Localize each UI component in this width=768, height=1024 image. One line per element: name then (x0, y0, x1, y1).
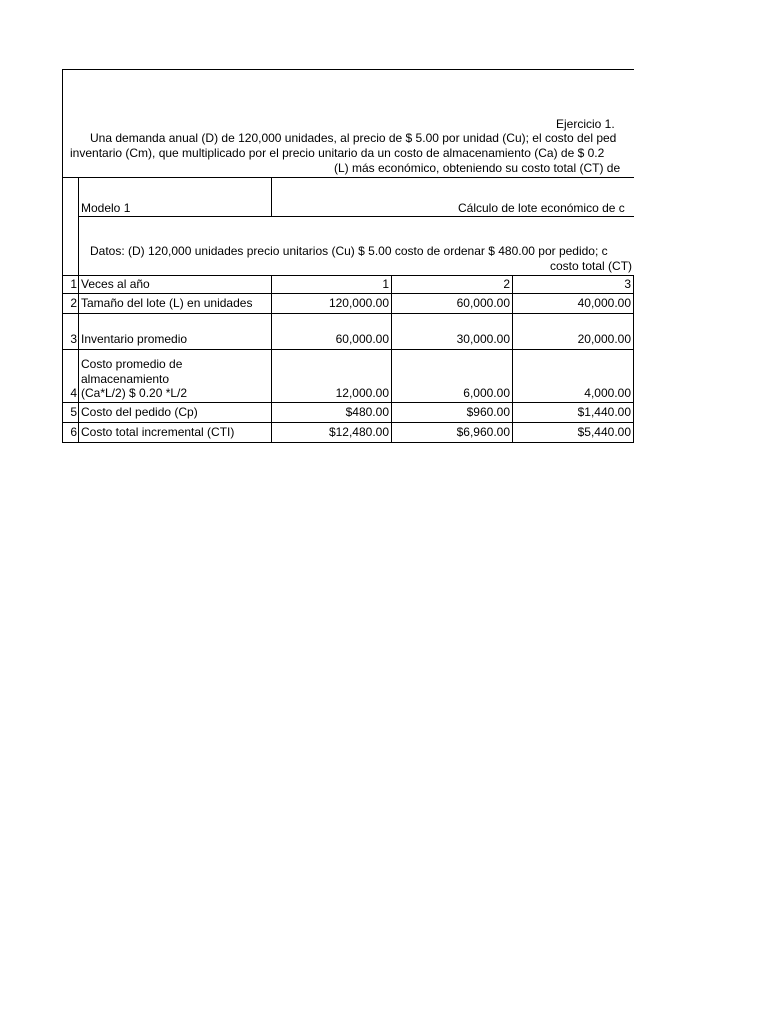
table-cell: 4,000.00 (584, 386, 631, 400)
row-number: 4 (70, 386, 77, 400)
row-separator (62, 313, 634, 314)
table-cell: 1 (382, 277, 389, 291)
data-note-line2: costo total (CT) (550, 259, 633, 273)
table-cell: 120,000.00 (328, 296, 389, 310)
row-label: Tamaño del lote (L) en unidades (81, 296, 253, 310)
model-heading: Cálculo de lote económico de c (458, 201, 625, 215)
row-number: 3 (70, 332, 77, 346)
table-cell: 20,000.00 (577, 332, 631, 346)
data-note-line1: Datos: (D) 120,000 unidades precio unitarios (Cu) $ 5.00 costo de ordenar $ 480.00 por pedido; c (90, 244, 608, 258)
row-label: Costo del pedido (Cp) (81, 405, 198, 419)
exercise-statement-line1: Una demanda anual (D) de 120,000 unidades, al precio de $ 5.00 por unidad (Cu); el costo del ped (90, 131, 617, 145)
table-cell: $1,440.00 (577, 405, 631, 419)
row-number: 2 (70, 296, 77, 310)
row-number: 1 (70, 277, 77, 291)
exercise-title: Ejercicio 1. (556, 117, 615, 131)
table-cell: $480.00 (345, 405, 389, 419)
row-label: Veces al año (81, 277, 150, 291)
row-number: 5 (70, 405, 77, 419)
row-label: Costo total incremental (CTI) (81, 425, 235, 439)
table-cell: 30,000.00 (456, 332, 510, 346)
row-label-line: almacenamiento (81, 372, 170, 386)
spreadsheet-page (62, 69, 634, 443)
top-border (62, 69, 634, 70)
header-bottom-border (62, 177, 634, 178)
row-separator (62, 293, 634, 294)
table-cell: $6,960.00 (456, 425, 510, 439)
row-number: 6 (70, 425, 77, 439)
exercise-statement-line2: inventario (Cm), que multiplicado por el precio unitario da un costo de almacenamiento (Ca) de $ 0.2 (70, 146, 605, 160)
model-divider (271, 177, 272, 216)
table-cell: 2 (503, 277, 510, 291)
table-cell: 60,000.00 (335, 332, 389, 346)
table-cell: 60,000.00 (456, 296, 510, 310)
exercise-statement-line3: (L) más económico, obteniendo su costo total (CT) de (334, 161, 621, 175)
row-label-line: (Ca*L/2) $ 0.20 *L/2 (81, 386, 188, 400)
row-label: Inventario promedio (81, 332, 188, 346)
data-note-bottom-border (62, 275, 634, 276)
col-3-divider (633, 275, 634, 443)
row-label-line: Costo promedio de (81, 357, 183, 371)
table-cell: 6,000.00 (463, 386, 510, 400)
model-label: Modelo 1 (81, 201, 131, 215)
table-cell: 3 (624, 277, 631, 291)
row-separator (62, 349, 634, 350)
row-separator (62, 422, 634, 423)
row-separator (62, 442, 634, 443)
table-cell: 12,000.00 (335, 386, 389, 400)
row-separator (62, 402, 634, 403)
model-bottom-border (78, 216, 634, 217)
table-cell: $5,440.00 (577, 425, 631, 439)
table-cell: 40,000.00 (577, 296, 631, 310)
table-cell: $12,480.00 (328, 425, 389, 439)
table-cell: $960.00 (466, 405, 510, 419)
